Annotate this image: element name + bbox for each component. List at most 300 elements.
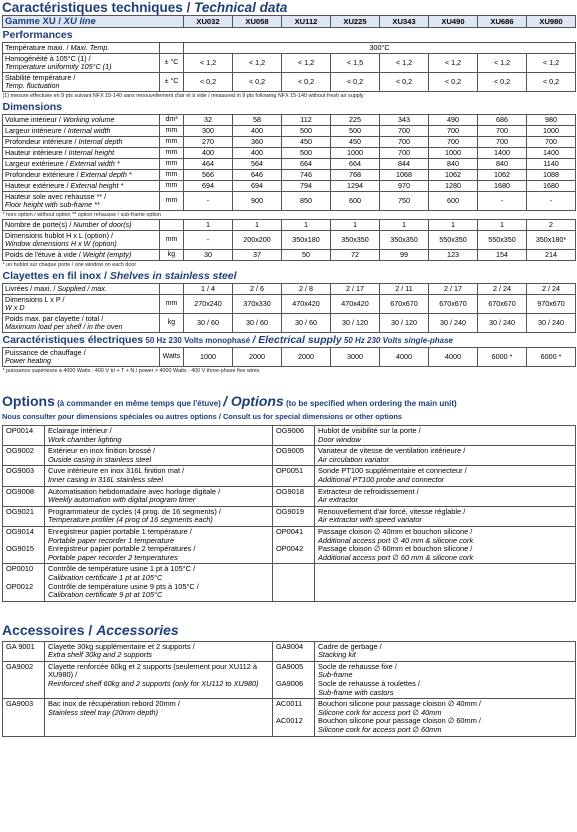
value-cell: 1400: [527, 148, 576, 159]
table-row: [3, 137, 576, 148]
footnote: * un hublot sur chaque porte / one window on each door: [2, 262, 137, 268]
value-cell: 2000: [282, 348, 331, 367]
section-dimensions: Dimensions: [3, 100, 576, 114]
value-cell: 670x670: [380, 295, 429, 314]
option-description: Sonde PT100 supplémentaire et connecteur / Additional PT100 probe and connector: [315, 466, 576, 486]
value-cell: 686: [478, 115, 527, 126]
label-en: External height *: [70, 181, 124, 190]
value-cell: 1000: [331, 148, 380, 159]
value-cell: 370x330: [233, 295, 282, 314]
label-en: External depth *: [80, 170, 132, 179]
option-code: AC0011 AC0012: [273, 699, 315, 736]
option-description: Extracteur de refroidissement / Air extractor: [315, 486, 576, 506]
table-row: [3, 159, 576, 170]
row-label: [3, 126, 160, 137]
value-cell: < 1,2: [527, 54, 576, 73]
value-cell: 1: [380, 220, 429, 231]
value-cell: 58: [233, 115, 282, 126]
label-sep: /: [63, 159, 70, 168]
value-cell: 490: [429, 115, 478, 126]
unit-cell: mm: [160, 231, 184, 250]
value-cell: 270x240: [184, 295, 233, 314]
model-header: XU490: [429, 16, 478, 28]
value-cell: 30 / 120: [331, 314, 380, 333]
section-electrical: Caractéristiques électriques 50 Hz 230 Volts monophasé / Electrical supply 50 Hz 230 Volts single-phase: [3, 333, 576, 347]
value-cell: 30 / 60: [233, 314, 282, 333]
value-cell: 970: [380, 181, 429, 192]
row-label: [3, 73, 160, 92]
row-label: [3, 137, 160, 148]
note-row: [3, 211, 576, 220]
option-row: [3, 446, 576, 466]
label-en: Maximum load per shelf / in the oven: [5, 322, 123, 331]
value-cell: 1000: [429, 148, 478, 159]
value-cell: 1062: [429, 170, 478, 181]
option-description: Bac inox de récupération rebord 20mm / Stainless steel tray (20mm depth): [45, 699, 273, 736]
value-cell: < 0,2: [527, 73, 576, 92]
value-cell: 700: [478, 126, 527, 137]
value-cell: 500: [282, 126, 331, 137]
label-fr: Livrées / maxi.: [5, 284, 52, 293]
value-cell: -: [184, 231, 233, 250]
value-cell: 464: [184, 159, 233, 170]
label-fr: Hauteur sole avec rehausse ** /: [5, 192, 107, 201]
option-row: [3, 564, 576, 601]
value-cell: 700: [527, 137, 576, 148]
label-en: Internal height: [68, 148, 115, 157]
option-code: OG9014 OG9015: [3, 526, 45, 563]
label-fr: Volume intérieur: [5, 115, 57, 124]
value-cell: 664: [282, 159, 331, 170]
label-en: Number of door(s): [73, 220, 132, 229]
label-fr: Température maxi.: [5, 43, 65, 52]
value-cell: < 1,2: [233, 54, 282, 73]
value-cell: 2 / 8: [282, 284, 331, 295]
table-row: [3, 54, 576, 73]
value-cell: 1680: [478, 181, 527, 192]
value-cell: 768: [331, 170, 380, 181]
table-row: [3, 231, 576, 250]
option-description: [315, 564, 576, 601]
value-cell: 30 / 60: [282, 314, 331, 333]
value-cell: 350x350: [331, 231, 380, 250]
value-cell: 400: [184, 148, 233, 159]
row-label: [3, 231, 160, 250]
label-en: Supplied / max.: [57, 284, 107, 293]
value-cell: -: [184, 192, 233, 211]
accessories-heading: Accessoires / Accessories: [2, 621, 179, 638]
option-code: OG9008: [3, 486, 45, 506]
unit-cell: ± °C: [160, 73, 184, 92]
label-sep: /: [64, 181, 71, 190]
option-description: Passage cloison ∅ 40mm et bouchon silicone / Additional access port ∅ 40 mm & silicone cork Passage cloison ∅ 60mm et bouchon silicone / Additional access port ∅ 60 mm & silicone cork: [315, 526, 576, 563]
value-cell: < 0,2: [478, 73, 527, 92]
label-fr: Largeur intérieure: [5, 126, 62, 135]
row-label: [3, 348, 160, 367]
value-cell: < 1,2: [184, 54, 233, 73]
value-cell: 646: [233, 170, 282, 181]
unit-cell: mm: [160, 181, 184, 192]
section-row: [3, 269, 576, 284]
section-row: [3, 333, 576, 348]
value-cell: 2: [527, 220, 576, 231]
label-sep: /: [76, 250, 83, 259]
note-row: [3, 92, 576, 101]
model-header: XU980: [527, 16, 576, 28]
label-sep: /: [74, 170, 81, 179]
value-cell: 30 / 240: [478, 314, 527, 333]
label-fr: Poids max. par clayette / total /: [5, 314, 104, 323]
table-row: [3, 348, 576, 367]
value-cell: 850: [282, 192, 331, 211]
label-sep: /: [64, 43, 71, 52]
model-header-row: [3, 16, 576, 28]
value-cell: 1: [478, 220, 527, 231]
value-cell: 1: [429, 220, 478, 231]
value-cell: 970x670: [527, 295, 576, 314]
value-cell: 694: [233, 181, 282, 192]
model-header: XU225: [331, 16, 380, 28]
option-description: Variateur de vitesse de ventilation intérieure / Air circulation variator: [315, 446, 576, 466]
label-en: W x D: [5, 303, 25, 312]
row-label: [3, 43, 160, 54]
value-cell: 450: [282, 137, 331, 148]
unit-cell: dm³: [160, 115, 184, 126]
value-cell: 1680: [527, 181, 576, 192]
value-cell: 99: [380, 250, 429, 261]
section-performances: Performances: [3, 28, 576, 42]
value-cell: 500: [331, 126, 380, 137]
model-header: XU032: [184, 16, 233, 28]
model-header: XU058: [233, 16, 282, 28]
table-row: [3, 220, 576, 231]
option-description: Clayette 30kg supplémentaire et 2 supports / Extra shelf 30kg and 2 supports: [45, 641, 273, 661]
label-sep: /: [62, 148, 69, 157]
value-cell: < 1,2: [478, 54, 527, 73]
option-row: [3, 641, 576, 661]
label-fr: Hauteur intérieure: [5, 148, 63, 157]
value-cell: 50: [282, 250, 331, 261]
label-fr: Profondeur extérieure: [5, 170, 75, 179]
value-cell: 2 / 17: [331, 284, 380, 295]
row-label: [3, 170, 160, 181]
value-cell: 1280: [429, 181, 478, 192]
value-cell: 350x180*: [527, 231, 576, 250]
footnote: * hors option / without option ** option rehausse / sub-frame option: [2, 212, 162, 218]
label-fr: Dimensions L x P /: [5, 295, 65, 304]
label-fr: Poids de l'étuve à vide: [5, 250, 77, 259]
table-row: [3, 314, 576, 333]
value-cell: 32: [184, 115, 233, 126]
label-fr: Dimensions hublot H x L (option) /: [5, 231, 114, 240]
unit-cell: mm: [160, 159, 184, 170]
value-cell: 550x350: [429, 231, 478, 250]
value-cell: < 0,2: [429, 73, 478, 92]
model-header: XU343: [380, 16, 429, 28]
label-fr: Stabilité température /: [5, 73, 76, 82]
value-cell: < 0,2: [233, 73, 282, 92]
unit-cell: mm: [160, 126, 184, 137]
value-cell: < 1,5: [331, 54, 380, 73]
unit-cell: kg: [160, 250, 184, 261]
option-code: OG9003: [3, 466, 45, 486]
value-cell: 154: [478, 250, 527, 261]
section-row: [3, 28, 576, 43]
value-cell: 214: [527, 250, 576, 261]
option-row: [3, 486, 576, 506]
options-subline: Nous consulter pour dimensions spéciales ou autres options / Consult us for special dimensions or other options: [2, 412, 402, 421]
unit-cell: mm: [160, 192, 184, 211]
label-sep: /: [67, 220, 74, 229]
option-code: OG9002: [3, 446, 45, 466]
option-description: Automatisation hebdomadaire avec horloge digitale / Weekly automation with digital program timer: [45, 486, 273, 506]
value-cell: -: [527, 192, 576, 211]
value-cell: 3000: [331, 348, 380, 367]
value-cell: 1068: [380, 170, 429, 181]
option-code: OP0010 OP0012: [3, 564, 45, 601]
label-sep: /: [56, 115, 63, 124]
footnote: (1) mesure effectuée en 9 pts suivant NFX 15-140 sans renouvellement d'air et à vide / measured in 9 pts following NFX 15-140 without fresh air supply: [2, 93, 364, 99]
value-cell: 2 / 11: [380, 284, 429, 295]
value-cell: 1062: [478, 170, 527, 181]
value-cell: 564: [233, 159, 282, 170]
value-cell: -: [478, 192, 527, 211]
value-cell: < 1,2: [429, 54, 478, 73]
row-label: [3, 250, 160, 261]
value-cell: 4000: [429, 348, 478, 367]
technical-data-table: [2, 15, 576, 375]
label-en: Internal depth: [78, 137, 123, 146]
unit-cell: ± °C: [160, 54, 184, 73]
option-description: Renouvellement d'air forcé, vitesse réglable / Air extractor with speed variator: [315, 506, 576, 526]
option-code: OP0041 OP0042: [273, 526, 315, 563]
value-cell: 30 / 240: [429, 314, 478, 333]
value-cell: < 0,2: [282, 73, 331, 92]
option-row: [3, 699, 576, 736]
option-code: [273, 564, 315, 601]
row-label: [3, 159, 160, 170]
value-cell: 300°C: [184, 43, 576, 54]
option-description: Bouchon silicone pour passage cloison ∅ 40mm / Silicone cork for access port ∅ 40mm Bouchon silicone pour passage cloison ∅ 60mm / Silicone cork for access port ∅ 60mm: [315, 699, 576, 736]
row-label: [3, 181, 160, 192]
option-row: [3, 506, 576, 526]
value-cell: 2 / 24: [527, 284, 576, 295]
unit-cell: [160, 284, 184, 295]
value-cell: 123: [429, 250, 478, 261]
table-row: [3, 73, 576, 92]
unit-cell: mm: [160, 170, 184, 181]
label-en: Weight (empty): [82, 250, 132, 259]
option-description: Enregistreur papier portable 1 température / Portable paper recorder 1 temperature Enregistreur papier portable 2 températures / Portable paper recorder 2 temperatures: [45, 526, 273, 563]
value-cell: < 1,2: [380, 54, 429, 73]
table-row: [3, 126, 576, 137]
table-row: [3, 170, 576, 181]
value-cell: 980: [527, 115, 576, 126]
label-en: Power heating: [5, 356, 51, 365]
option-description: Clayette renforcée 60kg et 2 supports (seulement pour XU112 à XU980) / Reinforced shelf 60kg and 2 supports (only for XU112 to XU980): [45, 661, 273, 698]
section-row: [3, 100, 576, 115]
model-header: XU112: [282, 16, 331, 28]
value-cell: 4000: [380, 348, 429, 367]
value-cell: 600: [331, 192, 380, 211]
label-fr: Hauteur extérieure: [5, 181, 65, 190]
option-row: [3, 661, 576, 698]
value-cell: 700: [429, 126, 478, 137]
value-cell: 2 / 24: [478, 284, 527, 295]
value-cell: 72: [331, 250, 380, 261]
option-code: OG9021: [3, 506, 45, 526]
label-fr: Profondeur intérieure: [5, 137, 73, 146]
note-row: [3, 367, 576, 376]
table-row: [3, 284, 576, 295]
unit-cell: kg: [160, 314, 184, 333]
value-cell: 470x420: [282, 295, 331, 314]
value-cell: 270: [184, 137, 233, 148]
option-description: Socle de rehausse fixe / Sub-frame Socle de rehausse à roulettes / Sub-frame with castors: [315, 661, 576, 698]
page-title: Caractéristiques techniques / Technical data: [2, 0, 288, 15]
row-label: [3, 115, 160, 126]
value-cell: < 1,2: [282, 54, 331, 73]
value-cell: 794: [282, 181, 331, 192]
table-row: [3, 43, 576, 54]
label-en: Working volume: [62, 115, 115, 124]
table-row: [3, 148, 576, 159]
options-heading: Options (à commander en même temps que l'étuve) / Options (to be specified when ordering the main unit): [2, 393, 457, 409]
value-cell: 700: [380, 148, 429, 159]
value-cell: 840: [429, 159, 478, 170]
value-cell: 225: [331, 115, 380, 126]
value-cell: 700: [380, 137, 429, 148]
label-en: Window dimensions H x W (option): [5, 239, 117, 248]
value-cell: 470x420: [331, 295, 380, 314]
value-cell: 6000 *: [478, 348, 527, 367]
value-cell: 1: [282, 220, 331, 231]
value-cell: 670x670: [429, 295, 478, 314]
gamme-label: Gamme XU / XU line: [3, 16, 184, 28]
value-cell: 2 / 17: [429, 284, 478, 295]
option-description: Hublot de visibilité sur la porte / Door window: [315, 426, 576, 446]
value-cell: 300: [184, 126, 233, 137]
option-description: Extérieur en inox finition brossé / Ouside casing in stainless steel: [45, 446, 273, 466]
option-description: Contrôle de température usine 1 pt à 105°C / Calibration certificate 1 pt at 105°C Contrôle de température usine 9 pts à 105°C / Calibration certificate 9 pt at 105°C: [45, 564, 273, 601]
value-cell: 1000: [184, 348, 233, 367]
value-cell: 550x350: [478, 231, 527, 250]
value-cell: < 0,2: [184, 73, 233, 92]
option-code: OG9005: [273, 446, 315, 466]
value-cell: 750: [380, 192, 429, 211]
label-sep: /: [72, 137, 79, 146]
value-cell: 450: [331, 137, 380, 148]
row-label: [3, 148, 160, 159]
value-cell: 844: [380, 159, 429, 170]
label-fr: Largeur extérieure: [5, 159, 64, 168]
option-code: GA9002: [3, 661, 45, 698]
unit-cell: [160, 43, 184, 54]
option-description: Eclairage intérieur / Work chamber lighting: [45, 426, 273, 446]
value-cell: 1: [184, 220, 233, 231]
value-cell: 670x670: [478, 295, 527, 314]
value-cell: 350x180: [282, 231, 331, 250]
option-row: [3, 426, 576, 446]
value-cell: 700: [478, 137, 527, 148]
option-row: [3, 526, 576, 563]
row-label: [3, 284, 160, 295]
value-cell: 566: [184, 170, 233, 181]
value-cell: 2000: [233, 348, 282, 367]
value-cell: 360: [233, 137, 282, 148]
value-cell: 350x350: [380, 231, 429, 250]
option-code: OP0014: [3, 426, 45, 446]
value-cell: 400: [233, 126, 282, 137]
label-fr: Nombre de porte(s): [5, 220, 68, 229]
footnote: * puissance supérieure à 4000 Watts : 400 V tri + T + N / power > 4000 Watts : 400 V three-phase five wires: [2, 368, 260, 374]
option-code: GA9004: [273, 641, 315, 661]
table-row: [3, 181, 576, 192]
label-en: Internal width: [67, 126, 111, 135]
value-cell: 900: [233, 192, 282, 211]
value-cell: 664: [331, 159, 380, 170]
value-cell: 1088: [527, 170, 576, 181]
value-cell: 112: [282, 115, 331, 126]
value-cell: 1400: [478, 148, 527, 159]
value-cell: 1000: [527, 126, 576, 137]
value-cell: 30 / 60: [184, 314, 233, 333]
table-row: [3, 295, 576, 314]
value-cell: 600: [429, 192, 478, 211]
value-cell: 30: [184, 250, 233, 261]
unit-cell: mm: [160, 137, 184, 148]
label-fr: Homogénéité à 105°C (1) /: [5, 54, 91, 63]
section-shelves: Clayettes en fil inox / Shelves in stainless steel: [3, 269, 576, 283]
option-code: OG9006: [273, 426, 315, 446]
value-cell: 840: [478, 159, 527, 170]
label-en: Maxi. Temp.: [70, 43, 110, 52]
label-sep: /: [61, 126, 68, 135]
unit-cell: mm: [160, 295, 184, 314]
value-cell: 2 / 6: [233, 284, 282, 295]
option-description: Cuve intérieure en inox 316L finition mat / Inner casing in 316L stainless steel: [45, 466, 273, 486]
value-cell: 6000 *: [527, 348, 576, 367]
table-row: [3, 250, 576, 261]
option-code: GA9003: [3, 699, 45, 736]
model-header: XU686: [478, 16, 527, 28]
value-cell: 400: [233, 148, 282, 159]
option-code: GA9005 GA9006: [273, 661, 315, 698]
value-cell: 1140: [527, 159, 576, 170]
label-en: Temperature uniformity 105°C (1): [5, 62, 112, 71]
label-sep: /: [51, 284, 58, 293]
value-cell: < 0,2: [380, 73, 429, 92]
value-cell: 30 / 120: [380, 314, 429, 333]
option-code: OG9019: [273, 506, 315, 526]
unit-cell: mm: [160, 148, 184, 159]
label-fr: Puissance de chauffage /: [5, 348, 86, 357]
value-cell: 500: [282, 148, 331, 159]
option-description: Cadre de gerbage / Stacking kit: [315, 641, 576, 661]
table-row: [3, 192, 576, 211]
option-code: GA 9001: [3, 641, 45, 661]
value-cell: 30 / 240: [527, 314, 576, 333]
options-table: [2, 425, 576, 602]
note-row: [3, 261, 576, 270]
row-label: [3, 295, 160, 314]
option-code: OG9018: [273, 486, 315, 506]
value-cell: 746: [282, 170, 331, 181]
value-cell: 200x200: [233, 231, 282, 250]
value-cell: < 0,2: [331, 73, 380, 92]
value-cell: 1: [233, 220, 282, 231]
value-cell: 1294: [331, 181, 380, 192]
